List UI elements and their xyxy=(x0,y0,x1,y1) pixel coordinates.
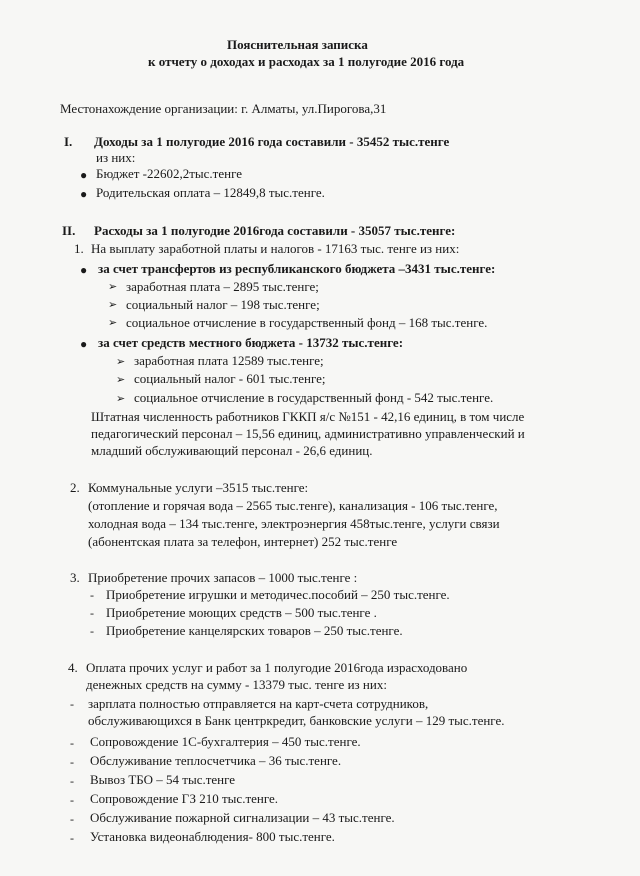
arrow-bullet-icon: ➢ xyxy=(116,356,126,368)
bullet-icon: ● xyxy=(80,263,88,277)
document-subtitle: к отчету о доходах и расходах за 1 полугодие 2016 года xyxy=(148,54,465,69)
supplies-item: Приобретение моющих средств – 500 тыс.тенге . xyxy=(106,605,377,620)
dash-bullet: - xyxy=(70,736,74,750)
income-number: I. xyxy=(64,134,73,149)
staff-line: педагогический персонал – 15,56 единиц, административно управленческий и xyxy=(91,426,525,441)
services-item: Обслуживание теплосчетчика – 36 тыс.тенге. xyxy=(90,753,342,768)
bullet-icon: ● xyxy=(80,337,88,351)
local-budget-heading: за счет средств местного бюджета - 13732 тыс.тенге: xyxy=(98,335,404,350)
republic-budget-heading: за счет трансфертов из республиканского бюджета –3431 тыс.тенге: xyxy=(98,261,496,276)
services-item: Сопровождение ГЗ 210 тыс.тенге. xyxy=(90,791,279,806)
services-line: денежных средств на сумму - 13379 тыс. тенге из них: xyxy=(86,677,387,692)
arrow-bullet-icon: ➢ xyxy=(108,299,118,311)
dash-bullet: - xyxy=(70,755,74,769)
republic-item: социальный налог – 198 тыс.тенге; xyxy=(126,297,320,312)
utilities-number: 2. xyxy=(70,480,80,495)
staff-line: младший обслуживающий персонал - 26,6 единиц. xyxy=(91,443,373,458)
bullet-icon: ● xyxy=(80,187,88,201)
utilities-line: холодная вода – 134 тыс.тенге, электроэнергия 458тыс.тенге, услуги связи xyxy=(88,516,500,531)
dash-bullet: - xyxy=(70,697,74,711)
republic-item: социальное отчисление в государственный фонд – 168 тыс.тенге. xyxy=(126,315,488,330)
expenses-number: II. xyxy=(62,223,76,238)
utilities-line: (абонентская плата за телефон, интернет) 252 тыс.тенге xyxy=(88,534,398,549)
arrow-bullet-icon: ➢ xyxy=(116,393,126,405)
arrow-bullet-icon: ➢ xyxy=(108,317,118,329)
utilities-text: Коммунальные услуги –3515 тыс.тенге: xyxy=(88,480,309,495)
local-item: социальный налог - 601 тыс.тенге; xyxy=(134,371,326,386)
bank-line: зарплата полностью отправляется на карт-счета сотрудников, xyxy=(88,696,429,711)
expenses-heading: Расходы за 1 полугодие 2016года составили - 35057 тыс.тенге: xyxy=(94,223,456,238)
income-sub: из них: xyxy=(96,150,136,165)
utilities-line: (отопление и горячая вода – 2565 тыс.тенге), канализация - 106 тыс.тенге, xyxy=(88,498,498,513)
supplies-number: 3. xyxy=(70,570,80,585)
salary-number: 1. xyxy=(74,241,84,256)
staff-line: Штатная численность работников ГККП я/с №151 - 42,16 единиц, в том числе xyxy=(91,409,525,424)
local-item: социальное отчисление в государственный фонд - 542 тыс.тенге. xyxy=(134,390,494,405)
dash-bullet: - xyxy=(90,606,94,620)
dash-bullet: - xyxy=(70,793,74,807)
bank-line: обслуживающихся в Банк центркредит, банковские услуги – 129 тыс.тенге. xyxy=(88,713,505,728)
dash-bullet: - xyxy=(70,812,74,826)
dash-bullet: - xyxy=(70,831,74,845)
income-item-parents: Родительская оплата – 12849,8 тыс.тенге. xyxy=(96,185,325,200)
income-heading: Доходы за 1 полугодие 2016 года составили - 35452 тыс.тенге xyxy=(94,134,450,149)
organization-location: Местонахождение организации: г. Алматы, ул.Пирогова,31 xyxy=(60,101,387,116)
supplies-item: Приобретение игрушки и методичес.пособий – 250 тыс.тенге. xyxy=(106,587,450,602)
services-number: 4. xyxy=(68,660,78,675)
dash-bullet: - xyxy=(90,624,94,638)
local-item: заработная плата 12589 тыс.тенге; xyxy=(134,353,324,368)
services-item: Сопровождение 1С-бухгалтерия – 450 тыс.тенге. xyxy=(90,734,361,749)
services-item: Обслуживание пожарной сигнализации – 43 тыс.тенге. xyxy=(90,810,395,825)
dash-bullet: - xyxy=(90,588,94,602)
services-item: Вывоз ТБО – 54 тыс.тенге xyxy=(90,772,236,787)
supplies-text: Приобретение прочих запасов – 1000 тыс.тенге : xyxy=(88,570,358,585)
republic-item: заработная плата – 2895 тыс.тенге; xyxy=(126,279,319,294)
arrow-bullet-icon: ➢ xyxy=(108,281,118,293)
income-item-budget: Бюджет -22602,2тыс.тенге xyxy=(96,166,242,181)
salary-text: На выплату заработной платы и налогов - 17163 тыс. тенге из них: xyxy=(91,241,460,256)
dash-bullet: - xyxy=(70,774,74,788)
supplies-item: Приобретение канцелярских товаров – 250 тыс.тенге. xyxy=(106,623,403,638)
arrow-bullet-icon: ➢ xyxy=(116,374,126,386)
bullet-icon: ● xyxy=(80,168,88,182)
services-line: Оплата прочих услуг и работ за 1 полугодие 2016года израсходовано xyxy=(86,660,468,675)
services-item: Установка видеонаблюдения- 800 тыс.тенге. xyxy=(90,829,335,844)
document-title: Пояснительная записка xyxy=(227,37,368,52)
